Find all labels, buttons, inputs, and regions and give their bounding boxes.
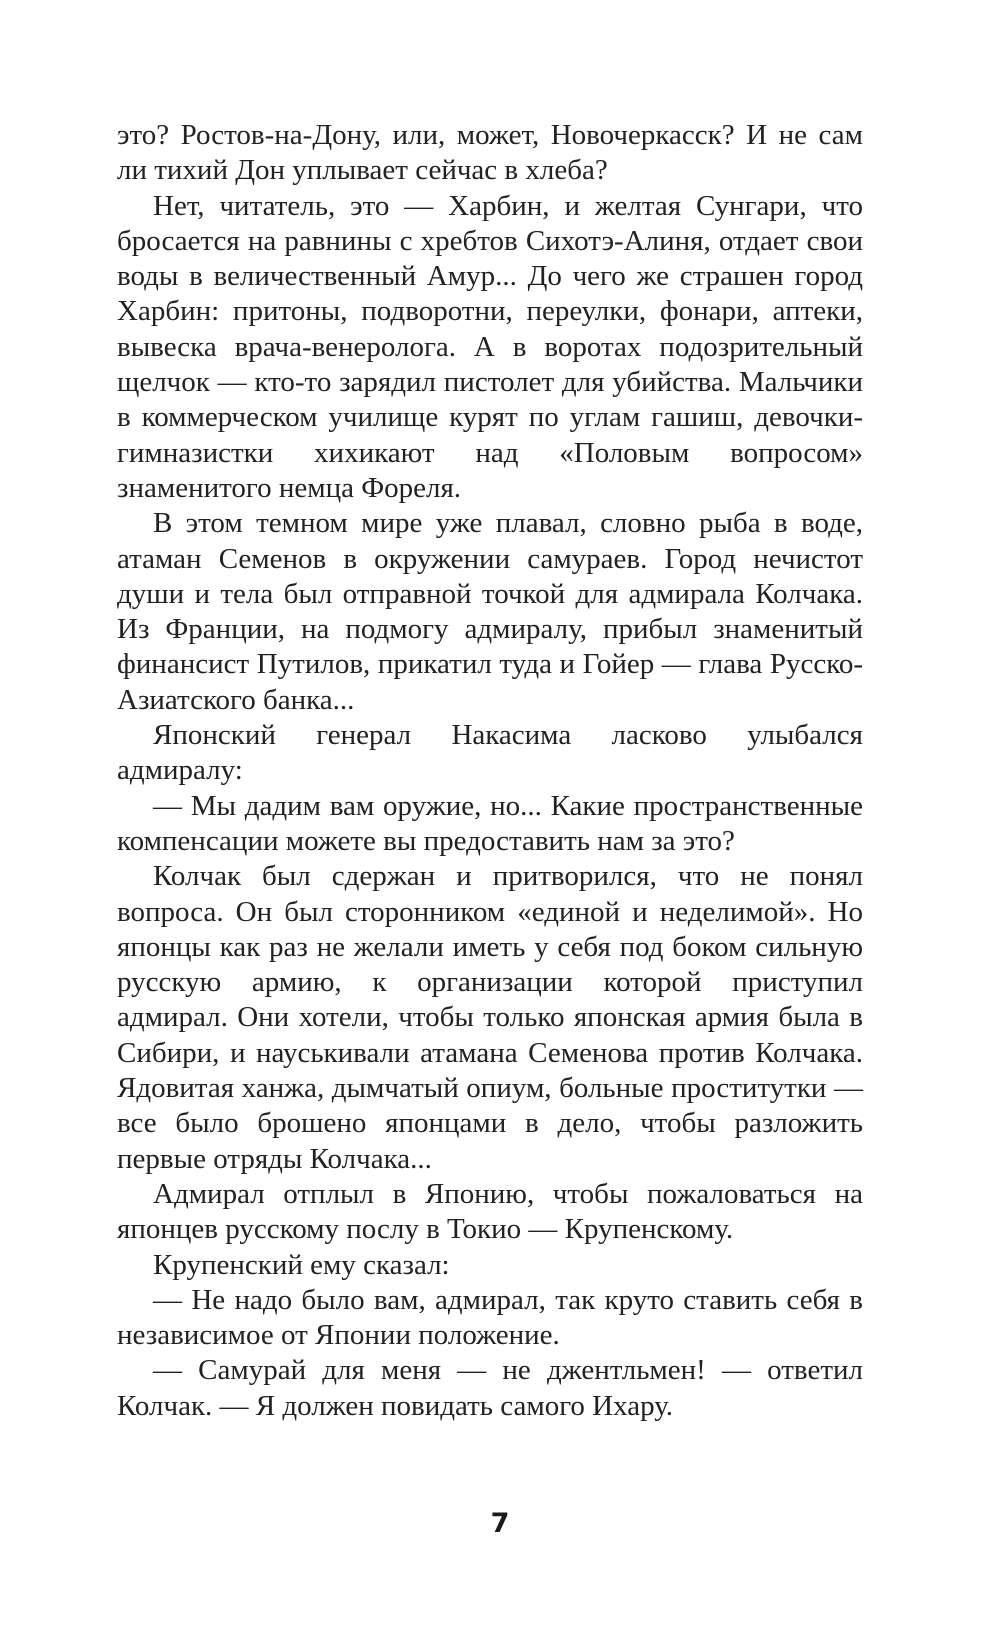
dialogue-line: — Самурай для меня — не джентльмен! — ответил Колчак. — Я должен повидать самого Ихару. <box>117 1354 863 1422</box>
paragraph: Японский генерал Накасима ласково улыбался адмиралу: <box>117 719 863 787</box>
page-number: 7 <box>490 1508 510 1539</box>
paragraph: Колчак был сдержан и притворился, что не понял вопроса. Он был сторонником «единой и неделимой». Но японцы как раз не желали иметь у себя под боком сильную русскую армию, к организации которой приступил адмирал. Они хотели, чтобы только японская армия была в Сибири, и науськивали атамана Семенова против Колчака. Ядовитая ханжа, дымчатый опиум, больные проститутки — все было брошено японцами в дело, чтобы разложить первые отряды Колчака... <box>117 860 863 1175</box>
dialogue-line: — Не надо было вам, адмирал, так круто ставить себя в независимое от Японии положение. <box>117 1283 863 1352</box>
paragraph: В этом темном мире уже плавал, словно рыба в воде, атаман Семенов в окружении самураев. Город нечистот души и тела был отправной точкой для адмирала Колчака. Из Франции, на подмогу адмиралу, прибыл знаменитый финансист Путилов, прикатил туда и Гойер — глава Русско-Азиатского банка... <box>117 507 863 716</box>
page-text <box>117 118 863 1424</box>
paragraph: Крупенский ему сказал: <box>153 1248 450 1281</box>
dialogue-line: — Мы дадим вам оружие, но... Какие пространственные компенсации можете вы предоставить нам за это? <box>117 789 863 857</box>
paragraph-continued: это? Ростов-на-Дону, или, может, Новочеркасск? И не сам ли тихий Дон уплывает сейчас в хлеба? <box>117 119 863 187</box>
paragraph: Адмирал отплыл в Японию, чтобы пожаловаться на японцев русскому послу в Токио — Крупенскому. <box>117 1177 863 1246</box>
paragraph: Нет, читатель, это — Харбин, и желтая Сунгари, что бросается на равнины с хребтов Сихотэ-Алиня, отдает свои воды в величественный Амур... До чего же страшен город Харбин: притоны, подворотни, переулки, фонари, аптеки, вывеска врача-венеролога. А в воротах подозрительный щелчок — кто-то зарядил пистолет для убийства. Мальчики в коммерческом училище курят по углам гашиш, девочки-гимназистки хихикают над «Половым вопросом» знаменитого немца Фореля. <box>117 189 863 504</box>
